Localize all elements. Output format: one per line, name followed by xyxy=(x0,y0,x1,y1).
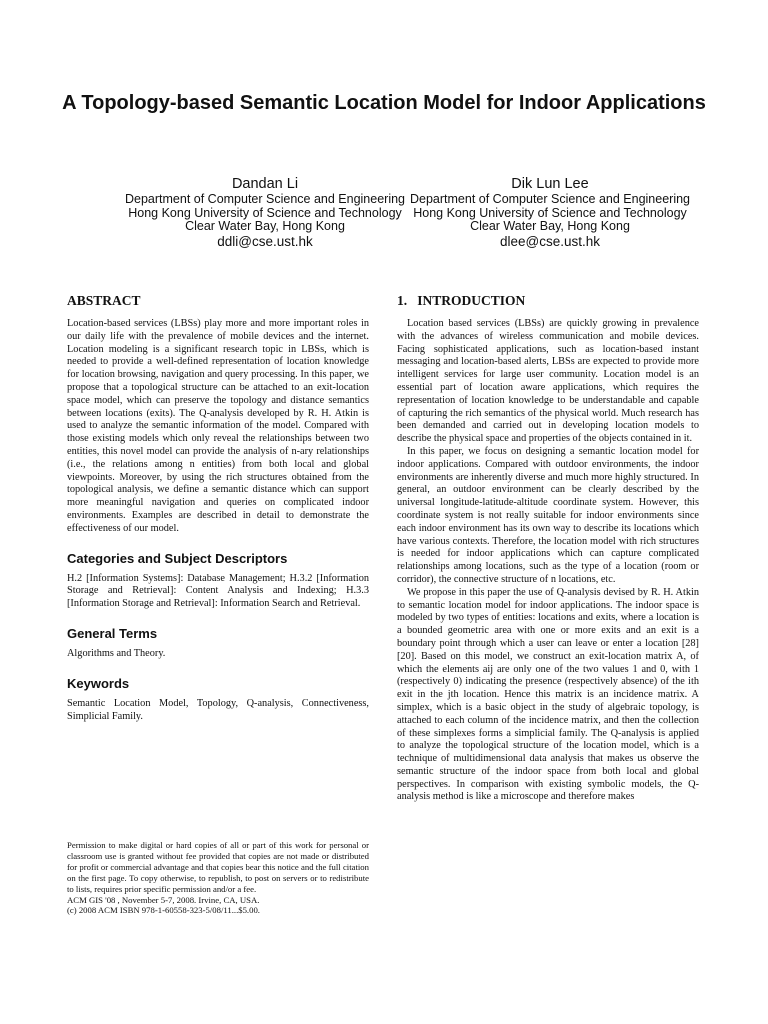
author-name: Dik Lun Lee xyxy=(511,176,589,192)
author-name: Dandan Li xyxy=(231,176,299,192)
author-block xyxy=(120,175,410,250)
intro-paragraph-2: In this paper, we focus on designing a semantic location model for indoor applications. Compared with outdoor environments, the indoor environments are inherently diverse and much more highly structured. In general, an outdoor environment can be clearly described by the universal longitude-latitude-altitude coordinate system. However, this coordinate system is not really suitable for indoor environments since each indoor environment has its own way to describe its locations which have various contexts. Therefore, the location model with rich structures is needed for indoor applications which can capture complicated relationships among locations, such as the type of a location (room or corridor), the connective structure of n locations, etc. xyxy=(397,445,699,585)
author-university: Hong Kong University of Science and Technology xyxy=(128,205,402,220)
introduction-heading: 1. INTRODUCTION xyxy=(397,293,526,308)
categories-heading: Categories and Subject Descriptors xyxy=(67,550,288,566)
general-terms-heading: General Terms xyxy=(67,625,158,641)
author-department: Department of Computer Science and Engineering xyxy=(124,192,406,206)
permission-text: Permission to make digital or hard copies of all or part of this work for personal or classroom use is granted without fee provided that copies are not made or distributed for profit or commercial advantage and that copies bear this notice and the full citation on the first page. To copy otherwise, to republish, to post on servers or to redistribute to lists, requires prior specific permission and/or a fee. xyxy=(67,840,369,894)
categories-text: H.2 [Information Systems]: Database Management; H.3.2 [Information Storage and Retrieval]: Content Analysis and Indexing; H.3.3 [Information Storage and Retrieval]: Information Search and Retrieval. xyxy=(67,572,369,610)
intro-paragraph-1: Location based services (LBSs) are quickly growing in prevalence with the advances of wireless communication and mobile devices. Facing sophisticated applications, such as location-based instant messaging and location-based alerts, LBSs are expected to provide more intelligent services for large user community. Location model is an essential part of location aware applications, which requires the representation of location knowledge to be understandable and capable of capturing the rich semantics of the physical world. Much research has been demanded and carried out in developing location models to describe the physical space and properties of the objects contained in it. xyxy=(397,318,699,445)
author-email: ddli@cse.ust.hk xyxy=(217,233,313,249)
left-column xyxy=(67,292,369,723)
intro-paragraph-3: We propose in this paper the use of Q-analysis devised by R. H. Atkin to semantic location model for indoor applications. The indoor space is modeled by two types of entities: locations and exits, where a location is a bounded geometric area with one or more exits and an exit is a boundary point through which a user can leave or enter a location [28][20]. Based on this model, we construct an exit-location matrix A, of which the elements aij are only one of the two values 1 and 0, with 1 (respectively 0) indicating the presence (respectively absence) of the ith exit in the jth location. Hence this matrix is an incidence matrix. A simplex, which is a basic object in the study of algebraic topology, is attached to each column of the incidence matrix, and then the collection of these simplexes forms a simplicial family. The Q-analysis is applied to analyze the topological structure of the location model, which is a technique of multidimensional data analysis that makes us observe the semantic structure of the indoor space from both local and global perspectives. In comparison with existing symbolic models, the Q-analysis method is like a microscope and therefore makes xyxy=(397,586,699,803)
keywords-text: Semantic Location Model, Topology, Q-analysis, Connectiveness, Simplicial Family. xyxy=(67,697,369,722)
right-column xyxy=(397,292,699,804)
abstract-text: Location-based services (LBSs) play more and more important roles in our daily life with the prevalence of mobile devices and the internet. Location modeling is a significant research topic in LBSs, which is needed to provide a well-defined representation of location knowledge for location browsing, navigation and query processing. In this paper, we propose that a topological structure can be attached to an exit-location space model, which can preserve the topology and distance semantics between locations (exits). The Q-analysis developed by R. H. Atkin is used to analyze the semantic information of the model. Compared with those existing models which only reveal the relationships between two entities, this novel model can provide the analysis of n-ary relationships (i.e., the relations among n entities) from both local and global viewpoints. Moreover, by using the rich structures obtained from the topological analysis, we define a semantic distance which can support more meaningful navigation and queries on complicated indoor environments. Examples are described in detail to demonstrate the effectiveness of our model. xyxy=(67,318,369,534)
general-terms-text: Algorithms and Theory. xyxy=(67,647,166,659)
keywords-heading: Keywords xyxy=(67,675,130,691)
abstract-heading: ABSTRACT xyxy=(67,293,141,308)
copyright-info: (c) 2008 ACM ISBN 978-1-60558-323-5/08/11...$5.00. xyxy=(67,905,260,916)
author-address: Clear Water Bay, Hong Kong xyxy=(470,219,630,233)
conference-info: ACM GIS '08 , November 5-7, 2008. Irvine, CA, USA. xyxy=(67,894,260,905)
paper-title: A Topology-based Semantic Location Model for Indoor Applications xyxy=(62,92,706,114)
permission-notice xyxy=(67,840,369,916)
author-department: Department of Computer Science and Engineering xyxy=(409,192,691,206)
author-address: Clear Water Bay, Hong Kong xyxy=(185,219,345,233)
author-block xyxy=(405,175,695,250)
author-email: dlee@cse.ust.hk xyxy=(499,233,600,249)
author-university: Hong Kong University of Science and Technology xyxy=(413,205,687,220)
